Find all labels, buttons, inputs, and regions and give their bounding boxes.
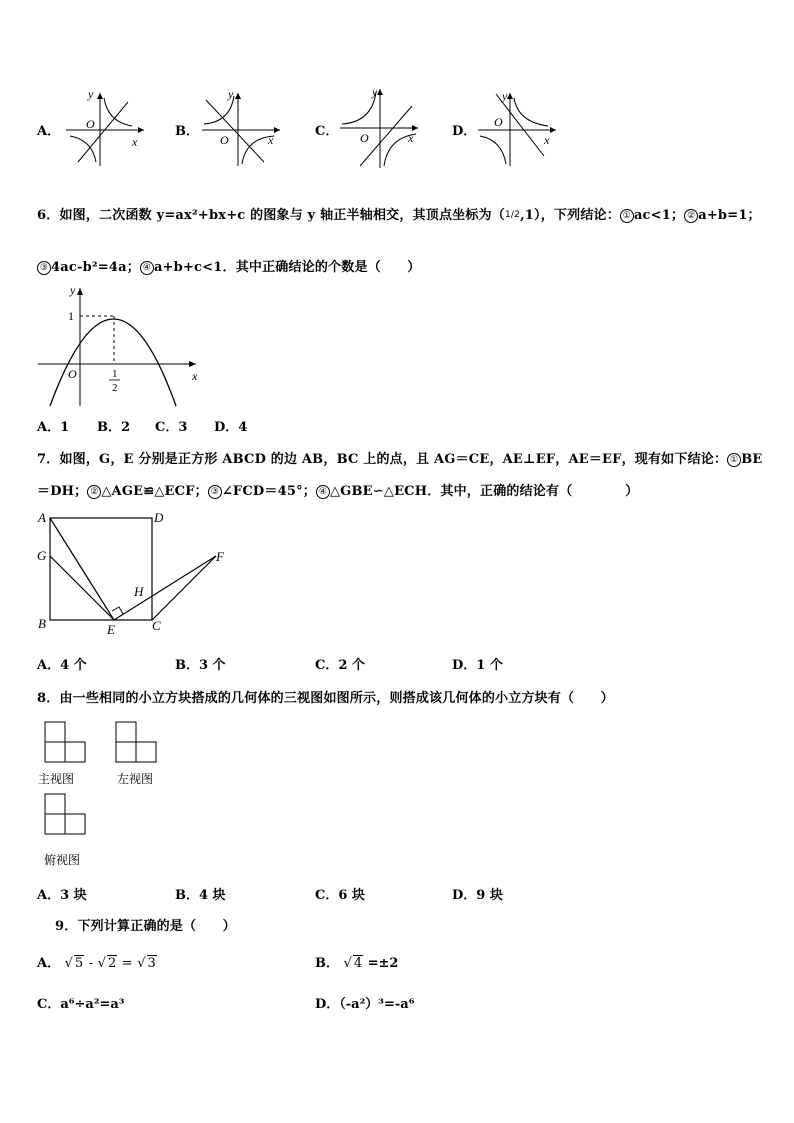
q7-question-line1: 7．如图，G，E 分别是正方形 ABCD 的边 AB，BC 上的点，且 AG＝CE，AE⊥EF，AE＝EF，现有如下结论： ① BE	[37, 452, 763, 467]
q7-question-line2: ＝DH； ② △AGE≌△ECF； ③ ∠FCD＝45°； ④ △GBE∽△ECH．其中，正确的结论有（ ）	[37, 484, 639, 499]
q6-parabola-graph	[36, 282, 202, 408]
q9-question: 9．下列计算正确的是（ ）	[55, 919, 236, 934]
q5-option-b-graph	[198, 88, 283, 170]
q8-option-c: C．6 块	[315, 888, 365, 903]
svg-text:O: O	[494, 115, 503, 129]
q5-option-d-label: D．	[452, 124, 477, 139]
q6-question-line2: ③ 4ac-b²=4a； ④ a+b+c<1．其中正确结论的个数是（ ）	[37, 256, 421, 275]
q8-option-b: B．4 块	[175, 888, 226, 903]
q5-option-a-graph	[62, 88, 147, 170]
q7-option-d: D．1 个	[452, 658, 503, 673]
q8-left-view	[115, 720, 159, 764]
svg-text:O: O	[360, 131, 369, 145]
svg-text:O: O	[220, 133, 229, 147]
label-d: D	[154, 510, 164, 525]
q8-top-view	[44, 792, 88, 836]
label-a: A	[38, 510, 46, 525]
svg-text:x: x	[268, 133, 274, 147]
svg-text:x: x	[544, 133, 550, 147]
q8-front-view	[44, 720, 88, 764]
svg-text:y: y	[502, 89, 508, 103]
q8-question: 8．由一些相同的小立方块搭成的几何体的三视图如图所示，则搭成该几何体的小立方块有（ ）	[37, 691, 614, 706]
q7-square-figure	[34, 508, 234, 638]
q9-option-b: B． √ 4 =±2	[315, 956, 399, 971]
label-e: E	[107, 622, 115, 637]
q7-option-c: C．2 个	[315, 658, 365, 673]
q7-option-a: A．4 个	[37, 658, 87, 673]
q5-option-a-label: A．	[37, 124, 61, 139]
q8-option-d: D．9 块	[452, 888, 503, 903]
q8-option-a: A．3 块	[37, 888, 87, 903]
graph-half-den: 2	[112, 382, 118, 394]
q6-option-c: C．3	[155, 420, 188, 435]
graph-y-label: y	[70, 283, 76, 297]
q8-front-view-label: 主视图	[38, 772, 75, 786]
q6-option-b: B．2	[97, 420, 131, 435]
label-c: C	[152, 618, 161, 633]
q5-option-d-graph	[474, 88, 559, 170]
q6-option-a: A．1	[37, 420, 70, 435]
q5-option-b-label: B．	[175, 124, 199, 139]
q9-option-d: D．（-a²）³=-a⁶	[315, 997, 415, 1012]
q7-option-b: B．3 个	[175, 658, 226, 673]
q8-left-view-label: 左视图	[117, 772, 154, 786]
q6-question-line1: 6．如图，二次函数 y=ax²+bx+c 的图象与 y 轴正半轴相交，其顶点坐标为（1/2,1），下列结论： ① ac<1； ② a+b=1；	[37, 208, 761, 223]
axis-o: O	[86, 117, 95, 131]
svg-text:y: y	[372, 85, 378, 99]
label-f: F	[216, 549, 224, 564]
graph-half-num: 1	[112, 368, 118, 380]
label-h: H	[134, 584, 144, 599]
q8-top-view-label: 俯视图	[44, 853, 81, 867]
axis-y: y	[88, 88, 94, 101]
q5-option-c-graph	[336, 84, 421, 170]
label-g: G	[37, 548, 47, 563]
q9-option-c: C．a⁶÷a²=a³	[37, 997, 125, 1012]
svg-text:x: x	[408, 131, 414, 145]
svg-text:y: y	[228, 88, 234, 101]
q9-option-a: A． √ 5 - √ 2 = √ 3	[37, 956, 156, 971]
graph-x-label: x	[192, 369, 198, 383]
graph-origin: O	[68, 367, 77, 381]
q5-option-c-label: C．	[315, 124, 339, 139]
vertex-fraction: 1/2	[504, 210, 521, 220]
axis-x: x	[132, 135, 138, 149]
graph-tick-one: 1	[68, 309, 74, 323]
label-b: B	[38, 616, 46, 631]
q6-option-d: D．4	[214, 420, 248, 435]
